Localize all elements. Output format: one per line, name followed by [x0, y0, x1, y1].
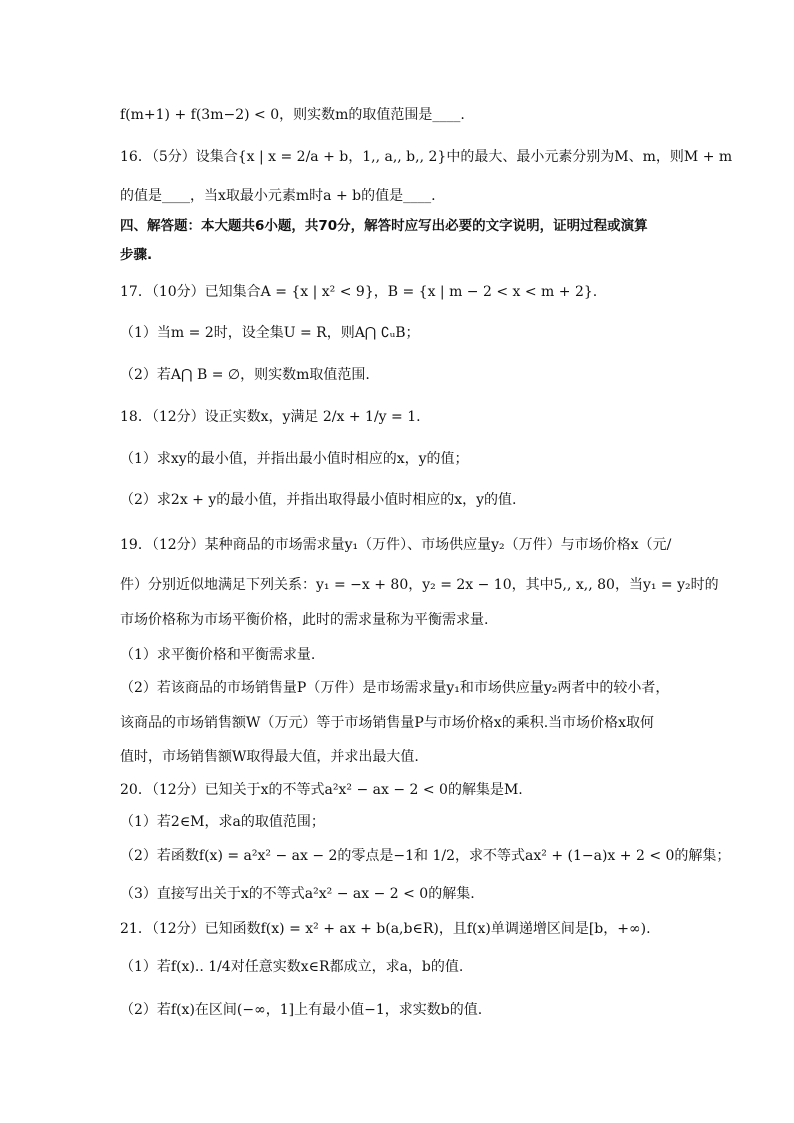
text-line: 该商品的市场销售额W（万元）等于市场销售量P与市场价格x的乘积.当市场价格x取何	[120, 715, 655, 731]
text-line: 市场价格称为市场平衡价格，此时的需求量称为平衡需求量.	[120, 612, 489, 628]
text-line: （1）当m = 2时，设全集U = R，则A⋂ ∁ᵤB；	[120, 325, 420, 341]
section-heading-cont: 步骤.	[120, 247, 153, 263]
text-line: 件）分别近似地满足下列关系：y₁ = −x + 80，y₂ = 2x − 10，其中5,, x,, 80，当y₁ = y₂时的	[120, 577, 719, 593]
text-line: （1）若2∈M，求a的取值范围；	[120, 814, 325, 830]
section-heading: 四、解答题：本大题共6小题，共70分，解答时应写出必要的文字说明，证明过程或演算	[120, 218, 648, 234]
text-line: 值时，市场销售额W取得最大值，并求出最大值.	[120, 749, 419, 765]
text-line: （2）若函数f(x) = a²x² − ax − 2的零点是−1和 1/2，求不等式ax² + (1−a)x + 2 < 0的解集；	[120, 848, 731, 864]
question-21-line: 21．（12分）已知函数f(x) = x² + ax + b(a,b∈R)，且f(x)单调递增区间是[b，+∞).	[120, 921, 651, 937]
text-line: （2）若f(x)在区间(−∞，1]上有最小值−1，求实数b的值.	[120, 1002, 483, 1018]
text-line: （2）求2x + y的最小值，并指出取得最小值时相应的x，y的值.	[120, 492, 517, 508]
question-17-line: 17．（10分）已知集合A = {x | x² < 9}，B = {x | m − 2 < x < m + 2}.	[120, 284, 598, 300]
question-18-line: 18．（12分）设正实数x，y满足 2/x + 1/y = 1.	[120, 409, 421, 425]
text-line: （2）若该商品的市场销售量P（万件）是市场需求量y₁和市场供应量y₂两者中的较小者，	[120, 680, 670, 696]
question-16-line: 16．（5分）设集合{x | x = 2/a + b，1,, a,, b,, 2}中的最大、最小元素分别为M、m，则M + m	[120, 149, 733, 165]
text-line: （2）若A⋂ B = ∅，则实数m取值范围.	[120, 367, 370, 383]
text-line: （1）若f(x).. 1/4对任意实数x∈R都成立，求a，b的值.	[120, 959, 464, 975]
question-20-line: 20．（12分）已知关于x的不等式a²x² − ax − 2 < 0的解集是M.	[120, 782, 523, 798]
question-19-line: 19．（12分）某种商品的市场需求量y₁（万件）、市场供应量y₂（万件）与市场价格x（元/	[120, 537, 672, 553]
text-line: （1）求平衡价格和平衡需求量.	[120, 647, 316, 663]
text-line: （3）直接写出关于x的不等式a²x² − ax − 2 < 0的解集.	[120, 886, 475, 902]
text-line: f(m+1) + f(3m−2) < 0，则实数m的取值范围是____.	[120, 107, 465, 123]
text-line: （1）求xy的最小值，并指出最小值时相应的x，y的值；	[120, 451, 469, 467]
text-line: 的值是____，当x取最小元素m时a + b的值是____.	[120, 188, 436, 204]
